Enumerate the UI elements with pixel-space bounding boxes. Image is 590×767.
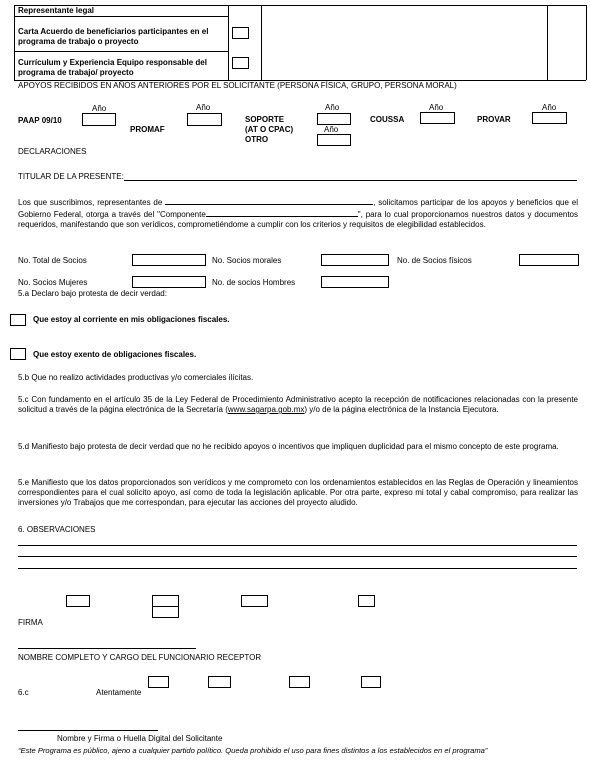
s5b-text: 5.b Que no realizo actividades productivas y/o comerciales ilícitas. [18, 373, 254, 382]
year-label-paap: Año [92, 104, 107, 113]
socios-morales-field[interactable] [321, 254, 389, 266]
carta-acuerdo-checkbox[interactable] [232, 27, 249, 39]
al-corriente-label: Que estoy al corriente en mis obligaciones fiscales. [33, 315, 230, 324]
provar-label: PROVAR [477, 115, 511, 124]
firma-box[interactable] [66, 595, 90, 607]
firma-box[interactable] [152, 606, 179, 618]
declaration-text: ", para lo cual proporcionamos nuestros datos y documentos requeridos, manifestando que son verídicos, comprometiéndome a cumplir con los criterios y requisitos de elegibilidad establecidos. [18, 210, 578, 229]
atentamente-box[interactable] [289, 676, 310, 688]
soporte-label: SOPORTE [245, 115, 285, 124]
socios-mujeres-field[interactable] [132, 276, 206, 288]
declaration-text: , solicitamos participar de los apoyos y [373, 198, 514, 207]
soporte-sublabel: (AT O CPAC) [245, 125, 294, 134]
observaciones-line[interactable] [18, 545, 577, 546]
year-label-soporte: Año [325, 103, 340, 112]
table-border-top [14, 5, 586, 6]
titular-field[interactable] [124, 180, 577, 181]
atentamente-box[interactable] [208, 676, 231, 688]
year-label-provar: Año [542, 103, 557, 112]
provar-year-field[interactable] [532, 112, 567, 124]
socios-fisicos-field[interactable] [519, 254, 579, 266]
total-socios-field[interactable] [132, 254, 206, 266]
otro-year-field[interactable] [317, 134, 351, 146]
s5d-text: 5.d Manifiesto bajo protesta de decir verdad que no he recibido apoyos o incentivos que impliquen duplicidad para el mismo concepto de este programa. [18, 442, 559, 451]
s5c-paragraph [18, 395, 578, 415]
atentamente-label: Atentamente [96, 688, 142, 697]
observaciones-line[interactable] [18, 568, 577, 569]
declaraciones-heading: DECLARACIONES [18, 147, 87, 156]
curriculum-checkbox[interactable] [232, 57, 249, 69]
representantes-field[interactable] [165, 196, 373, 205]
s5a-text: 5.a Declaro bajo protesta de decir verdad: [18, 289, 167, 298]
sagarpa-link[interactable]: www.sagarpa.gob.mx [227, 405, 305, 414]
table-col-divider [228, 5, 229, 80]
soporte-year-field[interactable] [317, 113, 351, 125]
solicitante-label: Nombre y Firma o Huella Digital del Solicitante [57, 734, 223, 743]
s5e-text: 5.e Manifiesto que los datos proporcionados son verídicos y me comprometo con los ordenamientos establecidos en las Reglas de Operación y lineamientos correspondientes para el cual solicito apoyo, así como de toda la legislación aplicable. Por otra parte, expreso mi total y cabal compromiso, para realizar las inversiones y/o Trabajos que me correspondan, para ejecutar las acciones del proyecto aludido. [18, 478, 578, 507]
socios-morales-label: No. Socios morales [212, 256, 282, 265]
footer-disclaimer: “Este Programa es público, ajeno a cualquier partido político. Queda prohibido el uso para fines distintos a los establecidos en el programa” [18, 746, 488, 755]
observaciones-line[interactable] [18, 556, 577, 557]
firma-box[interactable] [358, 595, 375, 607]
promaf-year-field[interactable] [187, 113, 222, 126]
table-row-divider [14, 16, 228, 17]
declaration-text: Los que suscribimos, representantes de [18, 198, 163, 207]
table-row-carta-acuerdo: Carta Acuerdo de beneficiarios participantes en el programa de trabajo o proyecto [18, 27, 209, 46]
al-corriente-checkbox[interactable] [10, 314, 26, 326]
firma-box[interactable] [241, 595, 268, 607]
firma-label: FIRMA [18, 618, 43, 627]
six-c-label: 6.c [18, 688, 29, 697]
declaration-text: beneficios que el Gobierno Federal, otorga a través del "Componente [18, 198, 578, 219]
exento-label: Que estoy exento de obligaciones fiscales. [33, 350, 197, 359]
socios-mujeres-label: No. Socios Mujeres [18, 278, 88, 287]
apoyos-heading: APOYOS RECIBIDOS EN AÑOS ANTERIORES POR EL SOLICITANTE (PERSONA FÍSICA, GRUPO, PERSONA MORAL) [18, 81, 457, 90]
titular-label: TITULAR DE LA PRESENTE: [18, 172, 124, 181]
socios-fisicos-label: No. de Socios físicos [397, 256, 472, 265]
table-row-curriculum: Currículum y Experiencia Equipo responsable del programa de trabajo/ proyecto [18, 58, 207, 77]
exento-checkbox[interactable] [10, 348, 26, 360]
solicitante-signature-line[interactable] [18, 730, 158, 731]
coussa-label: COUSSA [370, 115, 405, 124]
otro-label: OTRO [245, 135, 269, 144]
table-border-right [586, 5, 587, 80]
paap-year-field[interactable] [82, 113, 116, 126]
paap-label: PAAP 09/10 [18, 116, 62, 125]
year-label-coussa: Año [429, 103, 444, 112]
s5c-text: 5.c Con fundamento en el artículo 35 de la Ley Federal de Procedimiento Administrativo acepto la recepción de notificaciones relacionadas con la presente solicitud a través de la página electrónica de la Secretaría ( [18, 395, 578, 414]
funcionario-signature-line[interactable] [18, 648, 196, 649]
table-border-left [14, 5, 15, 80]
s5c-text: ) y/o de la página electrónica de la Instancia Ejecutora. [304, 405, 499, 414]
promaf-label: PROMAF [130, 125, 165, 134]
socios-hombres-label: No. de socios Hombres [212, 278, 296, 287]
total-socios-label: No. Total de Socios [18, 256, 87, 265]
table-col-divider [547, 5, 548, 80]
table-col-divider [261, 5, 262, 80]
socios-hombres-field[interactable] [321, 276, 389, 288]
table-row-representante: Representante legal [18, 6, 95, 15]
coussa-year-field[interactable] [420, 112, 455, 124]
year-label-promaf: Año [196, 103, 211, 112]
observaciones-label: 6. OBSERVACIONES [18, 525, 96, 534]
year-label-otro: Año [324, 125, 339, 134]
atentamente-box[interactable] [361, 676, 381, 688]
componente-field[interactable] [206, 208, 358, 217]
declaration-paragraph [18, 196, 578, 230]
funcionario-label: NOMBRE COMPLETO Y CARGO DEL FUNCIONARIO RECEPTOR [18, 653, 262, 662]
table-row-divider [14, 51, 228, 52]
atentamente-box[interactable] [148, 676, 169, 688]
